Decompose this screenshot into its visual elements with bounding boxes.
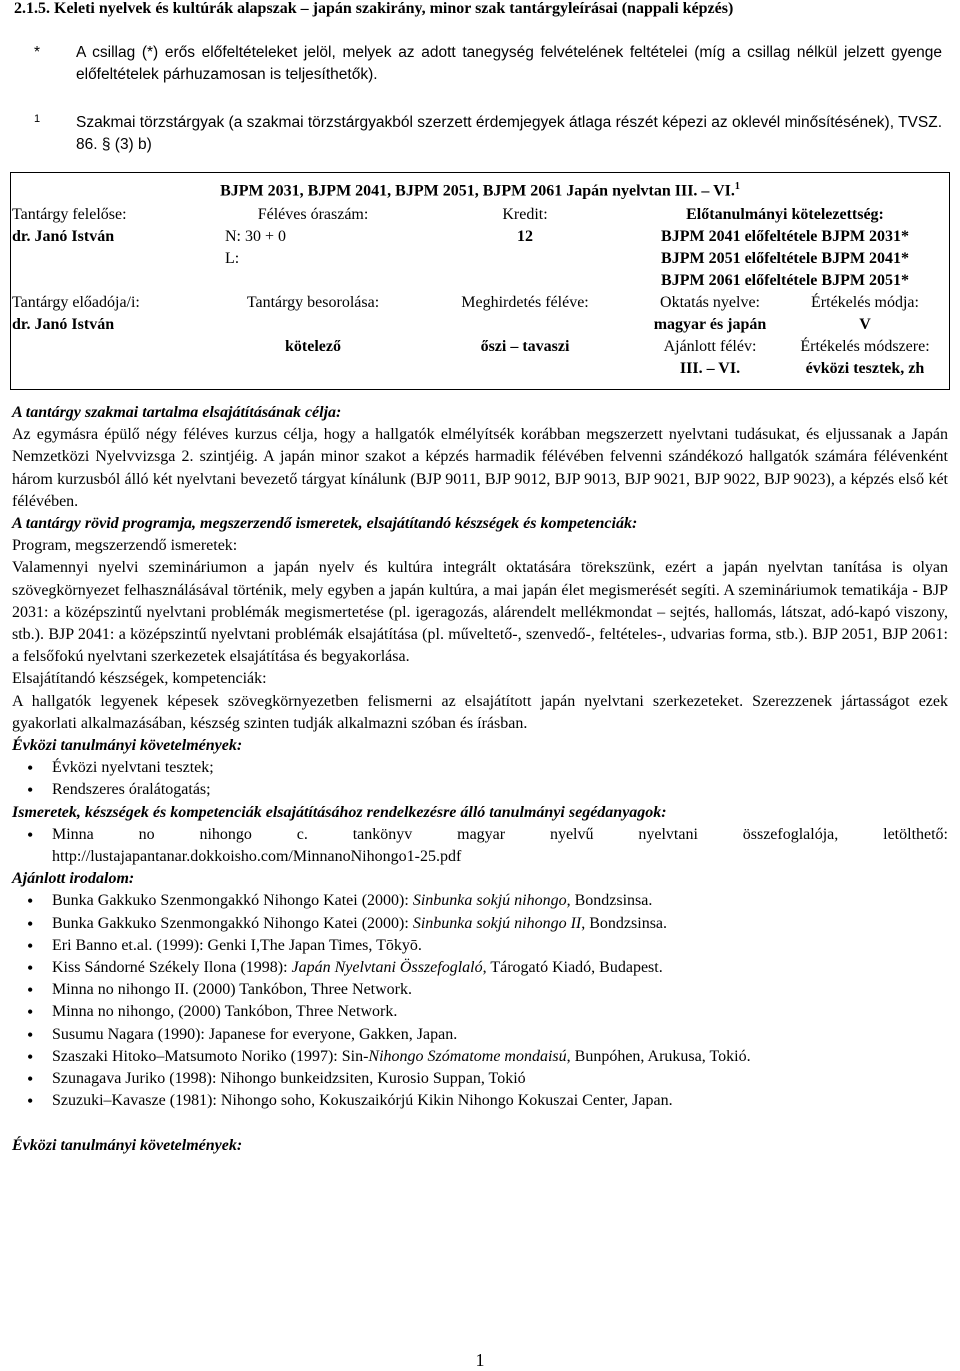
- credit-value: 12: [517, 228, 533, 245]
- list-item: [12, 957, 948, 979]
- language-label: Oktatás nyelve:: [660, 294, 760, 311]
- reference-pre: Eri Banno et.al. (1999): Genki I,The Japan Times, Tōkyō.: [52, 936, 422, 954]
- literature-heading: Ajánlott irodalom:: [12, 870, 135, 888]
- prereq-line-2: BJPM 2051 előfeltétele BJPM 2041*: [661, 250, 909, 267]
- list-item: [12, 1001, 948, 1023]
- list-item: [12, 1068, 948, 1090]
- skills-subheading: Elsajátítandó készségek, kompetenciák:: [12, 670, 267, 688]
- list-item: • Minna no nihongo c. tankönyv magyar nyelvű nyelvtani összefoglalója, letölthető: http://lustajapantanar.dokkoisho.com/MinnanoNihongo1-25.pdf: [12, 824, 948, 868]
- aids-heading: Ismeretek, készségek és kompetenciák elsajátításához rendelkezésre álló tanulmányi segédanyagok:: [12, 803, 667, 821]
- prereq-line-3: BJPM 2061 előfeltétele BJPM 2051*: [661, 272, 909, 289]
- aids-list: [12, 824, 948, 868]
- course-heading-text: BJPM 2031, BJPM 2041, BJPM 2051, BJPM 2061 Japán nyelvtan III. – VI.: [220, 182, 735, 200]
- list-item: [12, 1024, 948, 1046]
- lecturer-label: Tantárgy előadója/i:: [12, 294, 140, 311]
- reference-pre: Szunagava Juriko (1998): Nihongo bunkeidzsiten, Kurosio Suppan, Tokió: [52, 1070, 526, 1088]
- star-note-mark: *: [34, 44, 41, 61]
- reference-post: , Bunpóhen, Arukusa, Tokió.: [566, 1047, 751, 1065]
- requirements-list: [12, 757, 948, 801]
- prereq-label: Előtanulmányi kötelezettség:: [686, 206, 884, 223]
- reference-post: , Tárogató Kiadó, Budapest.: [482, 959, 663, 977]
- recommended-label: Ajánlott félév:: [663, 338, 757, 355]
- reference-post: , Bondzsinsa.: [566, 892, 653, 910]
- course-heading: [10, 176, 950, 202]
- requirements-heading-repeat: Évközi tanulmányi követelmények:: [12, 1136, 243, 1154]
- hours-n: N: 30 + 0: [225, 228, 287, 245]
- eval-method-value: évközi tesztek, zh: [805, 360, 925, 377]
- list-item: [12, 1090, 948, 1112]
- credit-label: Kredit:: [502, 206, 548, 223]
- reference-it: Sinbunka sokjú nihongo II: [412, 914, 582, 932]
- classification-label: Tantárgy besorolása:: [246, 294, 380, 311]
- reference-pre: Szuzuki–Kavasze (1981): Nihongo soho, Kokuszaikórjú Kikin Nihongo Kokuszai Center, Japan.: [52, 1092, 673, 1110]
- reference-pre: Bunka Gakkuko Szenmongakkó Nihongo Katei (2000):: [52, 914, 413, 932]
- course-body: [12, 402, 948, 1157]
- requirements-heading: Évközi tanulmányi követelmények:: [12, 737, 243, 755]
- responsible-label: Tantárgy felelőse:: [12, 206, 127, 223]
- course-heading-sup: 1: [734, 181, 740, 192]
- star-note-text: A csillag (*) erős előfeltételeket jelöl, melyek az adott tanegység felvételének feltételei (míg a csillag nélkül jelzett gyenge előfeltételek párhuzamosan is teljesíthetők).: [76, 44, 942, 83]
- reference-pre: Bunka Gakkuko Szenmongakkó Nihongo Katei (2000):: [52, 892, 413, 910]
- prereq-line-1: BJPM 2041 előfeltétele BJPM 2031*: [661, 228, 909, 245]
- reference-pre: Minna no nihongo II. (2000) Tankóbon, Three Network.: [52, 981, 412, 999]
- reference-pre: Susumu Nagara (1990): Japanese for everyone, Gakken, Japan.: [52, 1025, 458, 1043]
- list-item: • Évközi nyelvtani tesztek;: [12, 757, 948, 779]
- footnote-mark: 1: [34, 113, 41, 125]
- lecturer-value: dr. Janó István: [12, 316, 115, 333]
- reference-post: , Bondzsinsa.: [581, 914, 668, 932]
- reference-pre: Szaszaki Hitoko–Matsumoto Noriko (1997): Sin-: [52, 1047, 369, 1065]
- list-item: [12, 913, 948, 935]
- reference-pre: Kiss Sándorné Székely Ilona (1998):: [52, 959, 292, 977]
- eval-mode-value: V: [859, 316, 871, 333]
- recommended-value: III. – VI.: [679, 360, 741, 377]
- goal-text: Az egymásra épülő négy féléves kurzus célja, hogy a hallgatók elmélyítsék korábban megszerzett nyelvtani tudásukat, és eljussanak a Japán Nemzetközi Nyelvvizsga 2. szintjéig. A japán minor szakot a képzés harmadik félévében felvenni szándékozó hallgatók számára félévenként három kurzusból álló két nyelvtani bevezető tárgyat kínálunk (BJP 9011, BJP 9012, BJP 9013, BJP 9021, BJP 9022, BJP 9023), a képzés első két félévében.: [12, 426, 948, 510]
- footnote-text: Szakmai törzstárgyak (a szakmai törzstárgyakból szerzett érdemjegyek átlaga részét képezi az oklevél minősítésének), TVSZ. 86. § (3) b): [76, 114, 942, 153]
- list-item: • Rendszeres óralátogatás;: [12, 779, 948, 801]
- semester-value: őszi – tavaszi: [480, 338, 570, 355]
- language-value: magyar és japán: [653, 316, 767, 333]
- reference-it: Nihongo Szómatome mondaisú: [368, 1047, 567, 1065]
- eval-mode-label: Értékelés módja:: [811, 294, 919, 311]
- document-title: 2.1.5. Keleti nyelvek és kultúrák alapszak – japán szakirány, minor szak tantárgyleírásai (nappali képzés): [14, 0, 734, 17]
- classification-value: kötelező: [285, 338, 341, 355]
- responsible-value: dr. Janó István: [12, 228, 115, 245]
- program-subheading: Program, megszerzendő ismeretek:: [12, 537, 238, 555]
- semester-label: Meghirdetés féléve:: [461, 294, 589, 311]
- program-heading: A tantárgy rövid programja, megszerzendő ismeretek, elsajátítandó készségek és kompetenciák:: [12, 515, 638, 533]
- list-item: [12, 890, 948, 912]
- list-item: [12, 1046, 948, 1068]
- reference-it: Japán Nyelvtani Összefoglaló: [291, 959, 483, 977]
- list-item: [12, 935, 948, 957]
- literature-list: [12, 890, 948, 1112]
- hours-l: L:: [225, 250, 240, 267]
- page-number: 1: [475, 1350, 485, 1370]
- program-text: Valamennyi nyelvi szemináriumon a japán nyelv és kultúra integrált oktatására törekszünk, ezért a japán nyelvtan tanítása is olyan szövegkörnyezet felhasználásával történik, mely egyben a japán kultúra, a mai japán élet megismerését segíti. A szemináriumok tematikája - BJP 2031: a középszintű nyelvtani problémák megismertetése (pl. igeragozás, alárendelt mellékmondat – sejtés, hallomás, látszat, adó-kapó viszony, stb.). BJP 2041: a középszintű nyelvtani problémák elsajátítása (pl. műveltető-, szenvedő-, feltételes-, udvarias forma, stb.). BJP 2051, BJP 2061: a felsőfokú nyelvtani szerkezetek elsajátítása és begyakorlása.: [12, 559, 948, 666]
- eval-method-label: Értékelés módszere:: [800, 338, 930, 355]
- skills-text: A hallgatók legyenek képesek szövegkörnyezetben felismerni az elsajátított japán nyelvtani szerkezeteket. Szerezzenek jártasságot ezek gyakorlati alkalmazásában, készség szinten tudják alkalmazni szóban és írásban.: [12, 692, 948, 732]
- reference-it: Sinbunka sokjú nihongo: [412, 892, 567, 910]
- goal-heading: A tantárgy szakmai tartalma elsajátításának célja:: [12, 404, 342, 421]
- hours-label: Féléves óraszám:: [257, 206, 369, 223]
- list-item: [12, 979, 948, 1001]
- reference-pre: Minna no nihongo, (2000) Tankóbon, Three Network.: [52, 1003, 398, 1021]
